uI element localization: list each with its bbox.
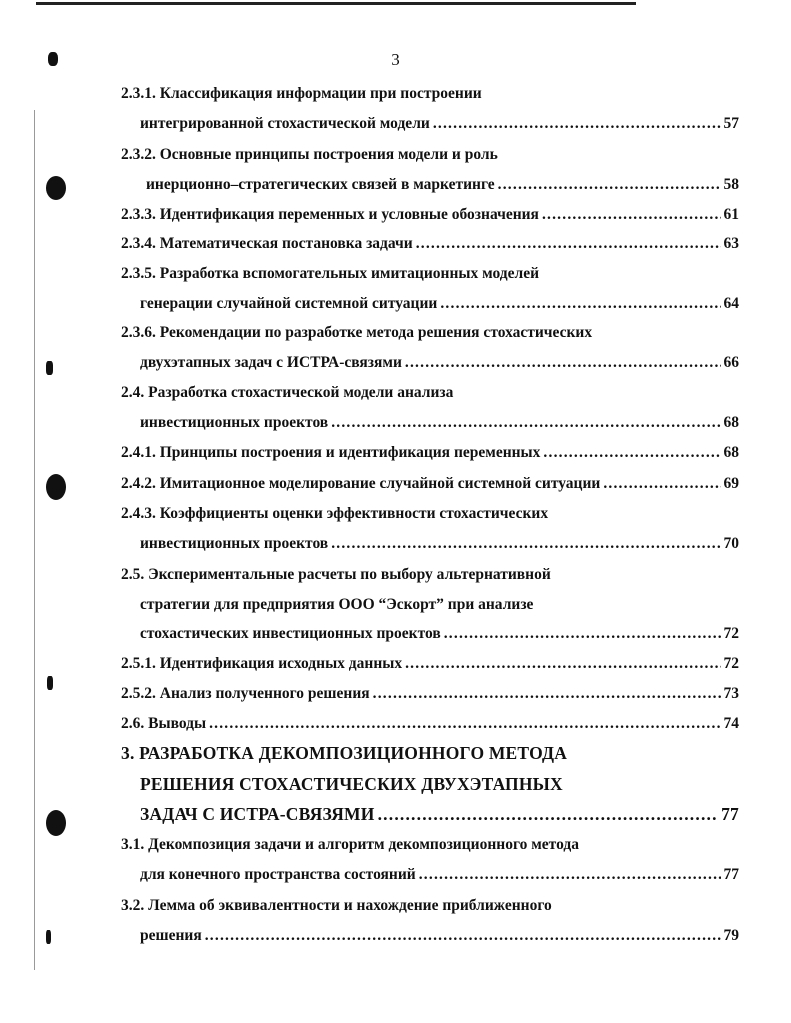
dot-leader: [378, 804, 719, 824]
toc-line: [121, 654, 739, 674]
dot-leader: [433, 114, 721, 134]
toc-line: [140, 865, 739, 885]
dot-leader: [373, 684, 721, 704]
toc-line: [140, 595, 739, 615]
toc-line: [121, 145, 739, 165]
dot-leader: [331, 534, 720, 554]
toc-line: [121, 835, 739, 855]
toc-entry-text: 2.4.3. Коэффициенты оценки эффективности стохастических: [121, 505, 549, 522]
toc-entry-text: 3. РАЗРАБОТКА ДЕКОМПОЗИЦИОННОГО МЕТОДА: [121, 743, 568, 763]
toc-entry-text: 2.4.1. Принципы построения и идентификация переменных: [121, 444, 541, 461]
dot-leader: [331, 413, 720, 433]
toc-line: [121, 323, 739, 343]
toc-entry-text: инвестиционных проектов: [140, 535, 329, 552]
toc-line: [121, 474, 739, 494]
toc-line: [140, 294, 739, 314]
toc-page-number: 74: [723, 715, 739, 732]
toc-entry-text: 2.3.2. Основные принципы построения модели и роль: [121, 146, 498, 163]
toc-page-number: 68: [723, 414, 739, 431]
toc-entry-text: стратегии для предприятия ООО “Эскорт” при анализе: [140, 596, 534, 613]
toc-entry-text: интегрированной стохастической модели: [140, 115, 430, 132]
toc-page-number: 58: [723, 176, 739, 193]
toc-page-number: 64: [723, 295, 739, 312]
toc-entry-text: 3.1. Декомпозиция задачи и алгоритм декомпозиционного метода: [121, 836, 579, 853]
toc-entry-text: 2.5. Экспериментальные расчеты по выбору альтернативной: [121, 566, 551, 583]
toc-entry-text: 2.3.3. Идентификация переменных и условные обозначения: [121, 206, 539, 223]
toc-entry-text: 2.3.1. Классификация информации при построении: [121, 85, 482, 102]
dot-leader: [405, 654, 720, 674]
toc-entry-text: инвестиционных проектов: [140, 414, 329, 431]
toc-page-number: 69: [723, 475, 739, 492]
toc-line: [121, 234, 739, 254]
toc-line: [121, 714, 739, 734]
toc-line: [121, 443, 739, 463]
toc-entry-text: 2.3.5. Разработка вспомогательных имитационных моделей: [121, 265, 540, 282]
toc-entry-text: 2.6. Выводы: [121, 715, 207, 732]
dot-leader: [543, 443, 720, 463]
toc-entry-text: 2.5.2. Анализ полученного решения: [121, 685, 370, 702]
toc-line: [121, 205, 739, 225]
toc-page-number: 68: [723, 444, 739, 461]
toc-page-number: 70: [723, 535, 739, 552]
toc-line: [121, 565, 739, 585]
dot-leader: [542, 205, 721, 225]
toc-entry-text: РЕШЕНИЯ СТОХАСТИЧЕСКИХ ДВУХЭТАПНЫХ: [140, 774, 563, 794]
toc-entry-text: стохастических инвестиционных проектов: [140, 625, 441, 642]
toc-entry-text: 2.3.4. Математическая постановка задачи: [121, 235, 413, 252]
toc-page-number: 63: [723, 235, 739, 252]
toc-line: [140, 534, 739, 554]
toc-entry-text: 2.4. Разработка стохастической модели анализа: [121, 384, 454, 401]
dot-leader: [416, 234, 721, 254]
toc-page-number: 72: [723, 655, 739, 672]
toc-line: [121, 504, 739, 524]
toc-chapter-heading: [121, 743, 739, 763]
toc-page-number: 57: [723, 115, 739, 132]
toc-line: [140, 114, 739, 134]
toc-line: [121, 896, 739, 916]
toc-entry-text: ЗАДАЧ С ИСТРА-СВЯЗЯМИ: [140, 804, 375, 824]
toc-page-number: 79: [723, 927, 739, 944]
toc-line: [146, 175, 739, 195]
toc-page-number: 77: [721, 804, 739, 824]
toc-line: [140, 353, 739, 373]
dot-leader: [440, 294, 720, 314]
toc-entry-text: 3.2. Лемма об эквивалентности и нахождение приближенного: [121, 897, 552, 914]
toc-chapter-heading: [140, 774, 739, 794]
toc-line: [140, 413, 739, 433]
toc-page-number: 72: [723, 625, 739, 642]
dot-leader: [205, 926, 721, 946]
page-number: 3: [391, 50, 400, 69]
toc-line: [121, 383, 739, 403]
dot-leader: [603, 474, 720, 494]
toc-entry-text: 2.5.1. Идентификация исходных данных: [121, 655, 403, 672]
toc-entry-text: 2.3.6. Рекомендации по разработке метода решения стохастических: [121, 324, 593, 341]
dot-leader: [419, 865, 721, 885]
dot-leader: [405, 353, 721, 373]
toc-entry-text: 2.4.2. Имитационное моделирование случайной системной ситуации: [121, 475, 601, 492]
toc-page-number: 61: [723, 206, 739, 223]
dot-leader: [498, 175, 721, 195]
toc-entry-text: решения: [140, 927, 202, 944]
toc-entry-text: инерционно–стратегических связей в маркетинге: [146, 176, 495, 193]
toc-line: [121, 684, 739, 704]
toc-chapter-heading: [140, 804, 739, 824]
toc-entry-text: двухэтапных задач с ИСТРА-связями: [140, 354, 402, 371]
toc-line: [121, 84, 739, 104]
toc-line: [140, 624, 739, 644]
toc-page-number: 73: [723, 685, 739, 702]
toc-entry-text: генерации случайной системной ситуации: [140, 295, 438, 312]
toc-page-number: 66: [723, 354, 739, 371]
toc-entry-text: для конечного пространства состояний: [140, 866, 416, 883]
toc-line: [140, 926, 739, 946]
dot-leader: [209, 714, 720, 734]
toc-line: [121, 264, 739, 284]
dot-leader: [444, 624, 721, 644]
toc-page-number: 77: [723, 866, 739, 883]
